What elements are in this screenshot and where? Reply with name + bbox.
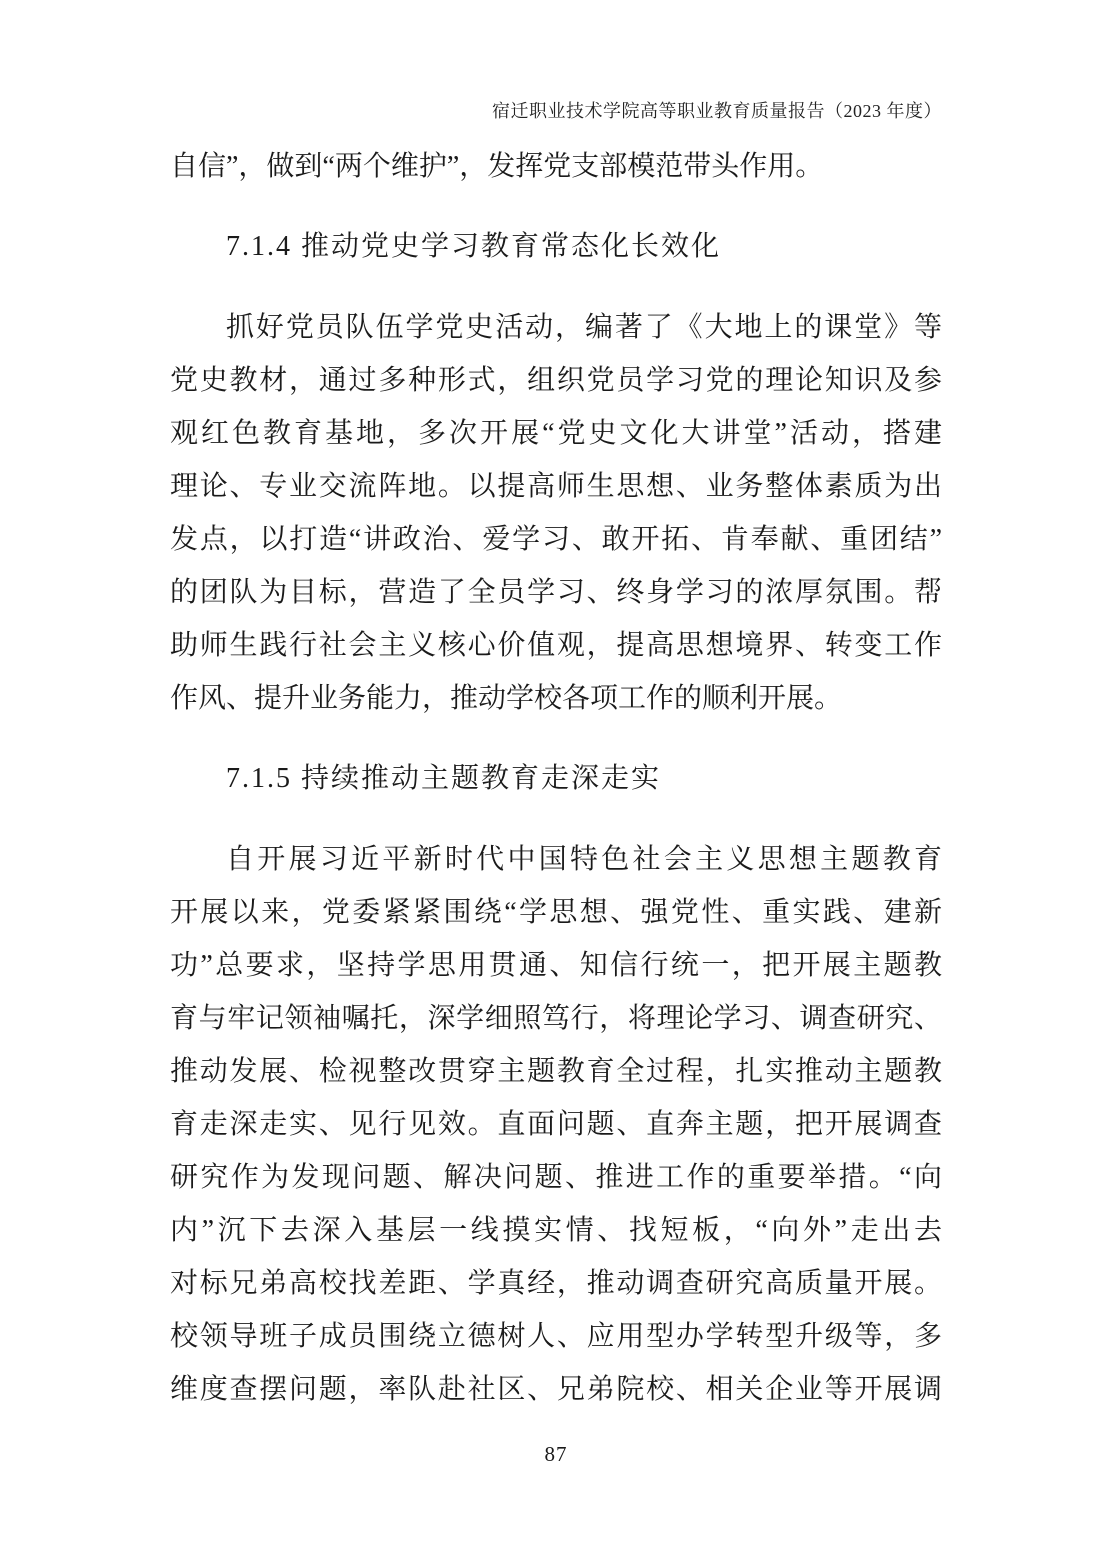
text-line: 推动发展、检视整改贯穿主题教育全过程，扎实推动主题教	[170, 1056, 942, 1087]
text-line: 育与牢记领袖嘱托，深学细照笃行，将理论学习、调查研究、	[170, 1003, 942, 1034]
document-body	[170, 140, 942, 1416]
text-line: 助师生践行社会主义核心价值观，提高思想境界、转变工作	[170, 630, 942, 661]
text-line: 对标兄弟高校找差距、学真经，推动调查研究高质量开展。	[170, 1268, 942, 1299]
text-line: 观红色教育基地，多次开展“党史文化大讲堂”活动，搭建	[170, 418, 942, 449]
text-line: 发点，以打造“讲政治、爱学习、敢开拓、肯奉献、重团结”	[170, 524, 942, 555]
text-line: 维度查摆问题，率队赴社区、兄弟院校、相关企业等开展调	[170, 1374, 942, 1405]
section-heading: 7.1.4 推动党史学习教育常态化长效化	[226, 231, 722, 262]
text-line: 抓好党员队伍学党史活动，编著了《大地上的课堂》等	[226, 312, 942, 343]
report-header-title: 宿迁职业技术学院高等职业教育质量报告（2023 年度）	[492, 101, 942, 121]
text-line: 内”沉下去深入基层一线摸实情、找短板，“向外”走出去	[170, 1215, 942, 1246]
text-line: 校领导班子成员围绕立德树人、应用型办学转型升级等，多	[170, 1321, 942, 1352]
page-footer	[170, 1442, 942, 1467]
running-header	[170, 97, 942, 123]
text-line: 的团队为目标，营造了全员学习、终身学习的浓厚氛围。帮	[170, 577, 942, 608]
page-number: 87	[544, 1442, 568, 1466]
text-line: 自信”，做到“两个维护”，发挥党支部模范带头作用。	[170, 151, 824, 182]
text-line: 作风、提升业务能力，推动学校各项工作的顺利开展。	[170, 683, 843, 714]
text-line: 理论、专业交流阵地。以提高师生思想、业务整体素质为出	[170, 471, 942, 502]
text-line: 功”总要求，坚持学思用贯通、知信行统一，把开展主题教	[170, 950, 942, 981]
text-line: 育走深走实、见行见效。直面问题、直奔主题，把开展调查	[170, 1109, 942, 1140]
text-line: 党史教材，通过多种形式，组织党员学习党的理论知识及参	[170, 365, 942, 396]
text-line: 研究作为发现问题、解决问题、推进工作的重要举措。“向	[170, 1162, 942, 1193]
text-line: 开展以来，党委紧紧围绕“学思想、强党性、重实践、建新	[170, 897, 942, 928]
section-heading: 7.1.5 持续推动主题教育走深走实	[226, 763, 662, 794]
text-line: 自开展习近平新时代中国特色社会主义思想主题教育	[226, 844, 942, 875]
